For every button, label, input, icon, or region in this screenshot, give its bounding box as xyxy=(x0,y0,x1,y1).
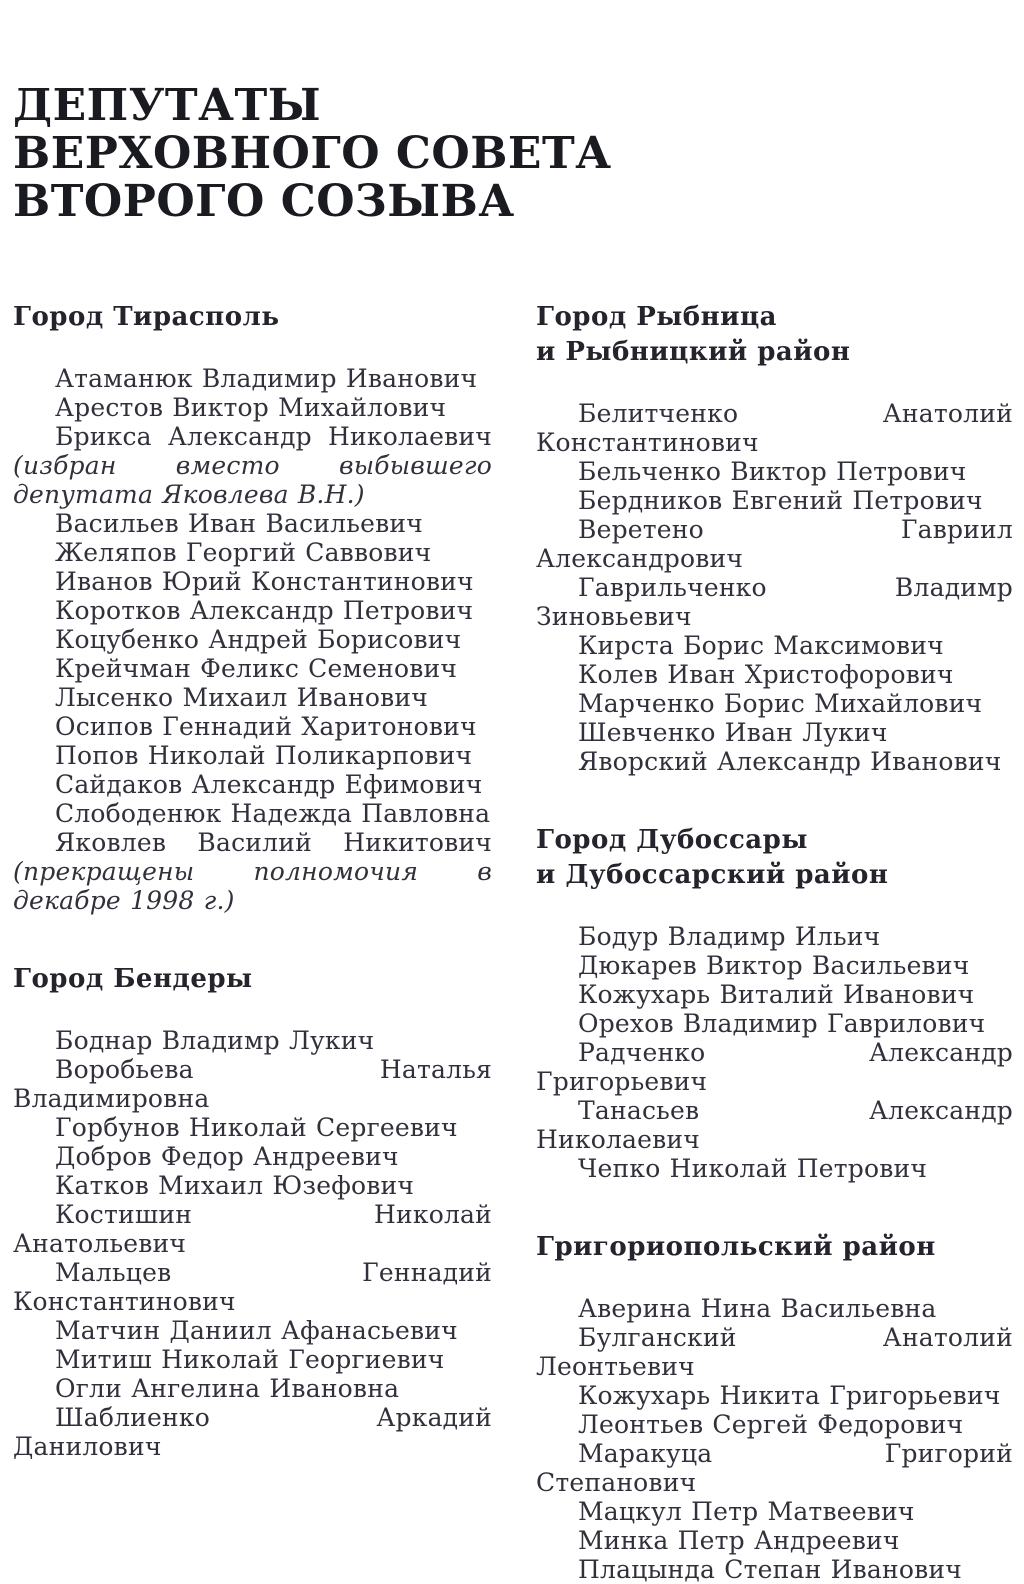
deputy-name: Шевченко Иван Лукич xyxy=(578,718,888,747)
district-heading-line: Город Тирасполь xyxy=(13,302,280,332)
deputy-entry xyxy=(13,712,492,741)
deputy-entry xyxy=(536,1096,1013,1154)
district-section xyxy=(13,300,492,915)
deputy-name: Катков Михаил Юзефович xyxy=(55,1171,415,1200)
deputy-entry xyxy=(536,515,1013,573)
deputy-entry xyxy=(13,1200,492,1258)
district-heading xyxy=(536,300,1013,370)
deputy-list xyxy=(13,1026,492,1461)
page-title-line: ВЕРХОВНОГО СОВЕТА xyxy=(13,128,612,179)
deputy-name: Плацында Степан Иванович xyxy=(578,1555,962,1584)
district-heading xyxy=(536,823,1013,893)
district-heading-line: и Рыбницкий район xyxy=(536,337,851,367)
deputy-name: Радченко Александр Григорьевич xyxy=(536,1038,1013,1096)
deputy-entry xyxy=(536,747,1013,776)
deputy-entry xyxy=(13,1026,492,1055)
deputy-entry xyxy=(536,922,1013,951)
deputy-name: Кирста Борис Максимович xyxy=(578,631,944,660)
deputy-entry xyxy=(536,486,1013,515)
deputy-entry xyxy=(536,1294,1013,1323)
deputy-name: Арестов Виктор Михайлович xyxy=(55,393,447,422)
deputy-entry xyxy=(13,625,492,654)
deputy-name: Дюкарев Виктор Васильевич xyxy=(578,951,970,980)
deputy-name: Атаманюк Владимир Иванович xyxy=(55,364,478,393)
deputy-note: (прекращены полномочия в декабре 1998 г.) xyxy=(13,857,492,915)
deputy-entry xyxy=(13,422,492,509)
deputy-entry xyxy=(536,573,1013,631)
deputy-entry xyxy=(13,1258,492,1316)
deputy-name: Танасьев Александр Николаевич xyxy=(536,1096,1013,1154)
column-right xyxy=(536,300,1013,1584)
deputy-list xyxy=(536,922,1013,1183)
deputy-entry xyxy=(536,1323,1013,1381)
deputy-name: Аверина Нина Васильевна xyxy=(578,1294,937,1323)
deputy-name: Бодур Владимр Ильич xyxy=(578,922,881,951)
deputy-name: Минка Петр Андреевич xyxy=(578,1526,900,1555)
columns-container xyxy=(0,300,1024,1584)
deputy-entry xyxy=(536,399,1013,457)
district-heading-line: Город Рыбница xyxy=(536,302,778,332)
deputy-name: Яковлев Василий Никитович xyxy=(55,828,492,857)
deputy-list xyxy=(536,1294,1013,1584)
deputy-entry xyxy=(13,1113,492,1142)
deputy-name: Белитченко Анатолий Константинович xyxy=(536,399,1013,457)
deputy-entry xyxy=(536,951,1013,980)
district-heading-line: Город Бендеры xyxy=(13,964,253,994)
deputy-name: Лысенко Михаил Иванович xyxy=(55,683,428,712)
district-heading xyxy=(13,300,492,335)
deputy-name: Орехов Владимир Гаврилович xyxy=(578,1009,986,1038)
district-section xyxy=(536,300,1013,776)
deputy-entry xyxy=(536,457,1013,486)
deputy-name: Булганский Анатолий Леонтьевич xyxy=(536,1323,1013,1381)
deputy-entry xyxy=(13,567,492,596)
district-heading-line: Город Дубоссары xyxy=(536,825,808,855)
deputy-entry xyxy=(13,1142,492,1171)
deputy-name: Бельченко Виктор Петрович xyxy=(578,457,967,486)
deputy-name: Леонтьев Сергей Федорович xyxy=(578,1410,964,1439)
page-title-line: ВТОРОГО СОЗЫВА xyxy=(13,176,515,227)
deputy-name: Боднар Владимр Лукич xyxy=(55,1026,375,1055)
page-title xyxy=(13,0,1024,226)
deputy-name: Кожухарь Никита Григорьевич xyxy=(578,1381,1001,1410)
deputy-name: Брикса Александр Николаевич xyxy=(55,422,492,451)
deputy-entry xyxy=(536,1555,1013,1584)
deputy-entry xyxy=(536,1381,1013,1410)
deputy-list xyxy=(13,364,492,915)
deputy-name: Колев Иван Христофорович xyxy=(578,660,954,689)
deputy-name: Мальцев Геннадий Константинович xyxy=(13,1258,492,1316)
deputy-name: Коцубенко Андрей Борисович xyxy=(55,625,462,654)
deputy-name: Крейчман Феликс Семенович xyxy=(55,654,458,683)
deputy-name: Марченко Борис Михайлович xyxy=(578,689,983,718)
deputy-entry xyxy=(13,1345,492,1374)
deputy-entry xyxy=(13,770,492,799)
deputy-entry xyxy=(536,1526,1013,1555)
district-section xyxy=(536,1230,1013,1584)
page-title-line: ДЕПУТАТЫ xyxy=(13,80,322,131)
deputy-name: Гаврильченко Владимр Зиновьевич xyxy=(536,573,1013,631)
deputy-entry xyxy=(13,596,492,625)
deputy-name: Васильев Иван Васильевич xyxy=(55,509,423,538)
deputy-name: Чепко Николай Петрович xyxy=(578,1154,928,1183)
deputy-entry xyxy=(13,1055,492,1113)
deputy-name: Слободенюк Надежда Павловна xyxy=(55,799,491,828)
deputy-entry xyxy=(13,799,492,828)
deputy-name: Шаблиенко Аркадий Данилович xyxy=(13,1403,492,1461)
deputy-entry xyxy=(13,1316,492,1345)
district-section xyxy=(536,823,1013,1183)
deputy-entry xyxy=(13,1374,492,1403)
deputy-entry xyxy=(536,1038,1013,1096)
deputy-name: Воробьева Наталья Владимировна xyxy=(13,1055,492,1113)
deputy-entry xyxy=(13,538,492,567)
deputy-name: Сайдаков Александр Ефимович xyxy=(55,770,483,799)
deputy-entry xyxy=(13,741,492,770)
deputy-name: Огли Ангелина Ивановна xyxy=(55,1374,400,1403)
deputy-entry xyxy=(536,1009,1013,1038)
deputy-name: Веретено Гавриил Александрович xyxy=(536,515,1013,573)
deputy-entry xyxy=(536,631,1013,660)
deputy-entry xyxy=(13,828,492,915)
deputy-name: Горбунов Николай Сергеевич xyxy=(55,1113,458,1142)
district-heading xyxy=(13,962,492,997)
deputy-name: Желяпов Георгий Саввович xyxy=(55,538,432,567)
district-heading-line: и Дубоссарский район xyxy=(536,860,889,890)
deputy-name: Митиш Николай Георгиевич xyxy=(55,1345,445,1374)
deputy-name: Костишин Николай Анатольевич xyxy=(13,1200,492,1258)
deputy-entry xyxy=(536,660,1013,689)
deputy-name: Кожухарь Виталий Иванович xyxy=(578,980,975,1009)
deputy-name: Мацкул Петр Матвеевич xyxy=(578,1497,915,1526)
deputy-entry xyxy=(536,1497,1013,1526)
district-section xyxy=(13,962,492,1461)
deputy-name: Яворский Александр Иванович xyxy=(578,747,1002,776)
district-heading-line: Григориопольский район xyxy=(536,1232,936,1262)
deputy-entry xyxy=(13,393,492,422)
deputy-name: Попов Николай Поликарпович xyxy=(55,741,473,770)
deputy-entry xyxy=(536,689,1013,718)
deputy-entry xyxy=(536,1410,1013,1439)
deputy-list xyxy=(536,399,1013,776)
deputy-name: Маракуца Григорий Степанович xyxy=(536,1439,1013,1497)
deputy-name: Матчин Даниил Афанасьевич xyxy=(55,1316,458,1345)
deputy-name: Коротков Александр Петрович xyxy=(55,596,474,625)
deputy-name: Осипов Геннадий Харитонович xyxy=(55,712,477,741)
district-heading xyxy=(536,1230,1013,1265)
deputy-entry xyxy=(13,1171,492,1200)
deputy-entry xyxy=(13,654,492,683)
column-left xyxy=(13,300,492,1584)
deputy-entry xyxy=(13,683,492,712)
deputy-entry xyxy=(13,364,492,393)
deputy-note: (избран вместо выбывшего депутата Яковлева В.Н.) xyxy=(13,451,492,509)
deputy-entry xyxy=(536,1154,1013,1183)
deputy-entry xyxy=(536,1439,1013,1497)
deputy-name: Добров Федор Андреевич xyxy=(55,1142,399,1171)
deputy-entry xyxy=(536,718,1013,747)
deputy-entry xyxy=(13,509,492,538)
deputy-entry xyxy=(13,1403,492,1461)
deputy-name: Иванов Юрий Константинович xyxy=(55,567,474,596)
deputy-name: Бердников Евгений Петрович xyxy=(578,486,983,515)
deputy-entry xyxy=(536,980,1013,1009)
